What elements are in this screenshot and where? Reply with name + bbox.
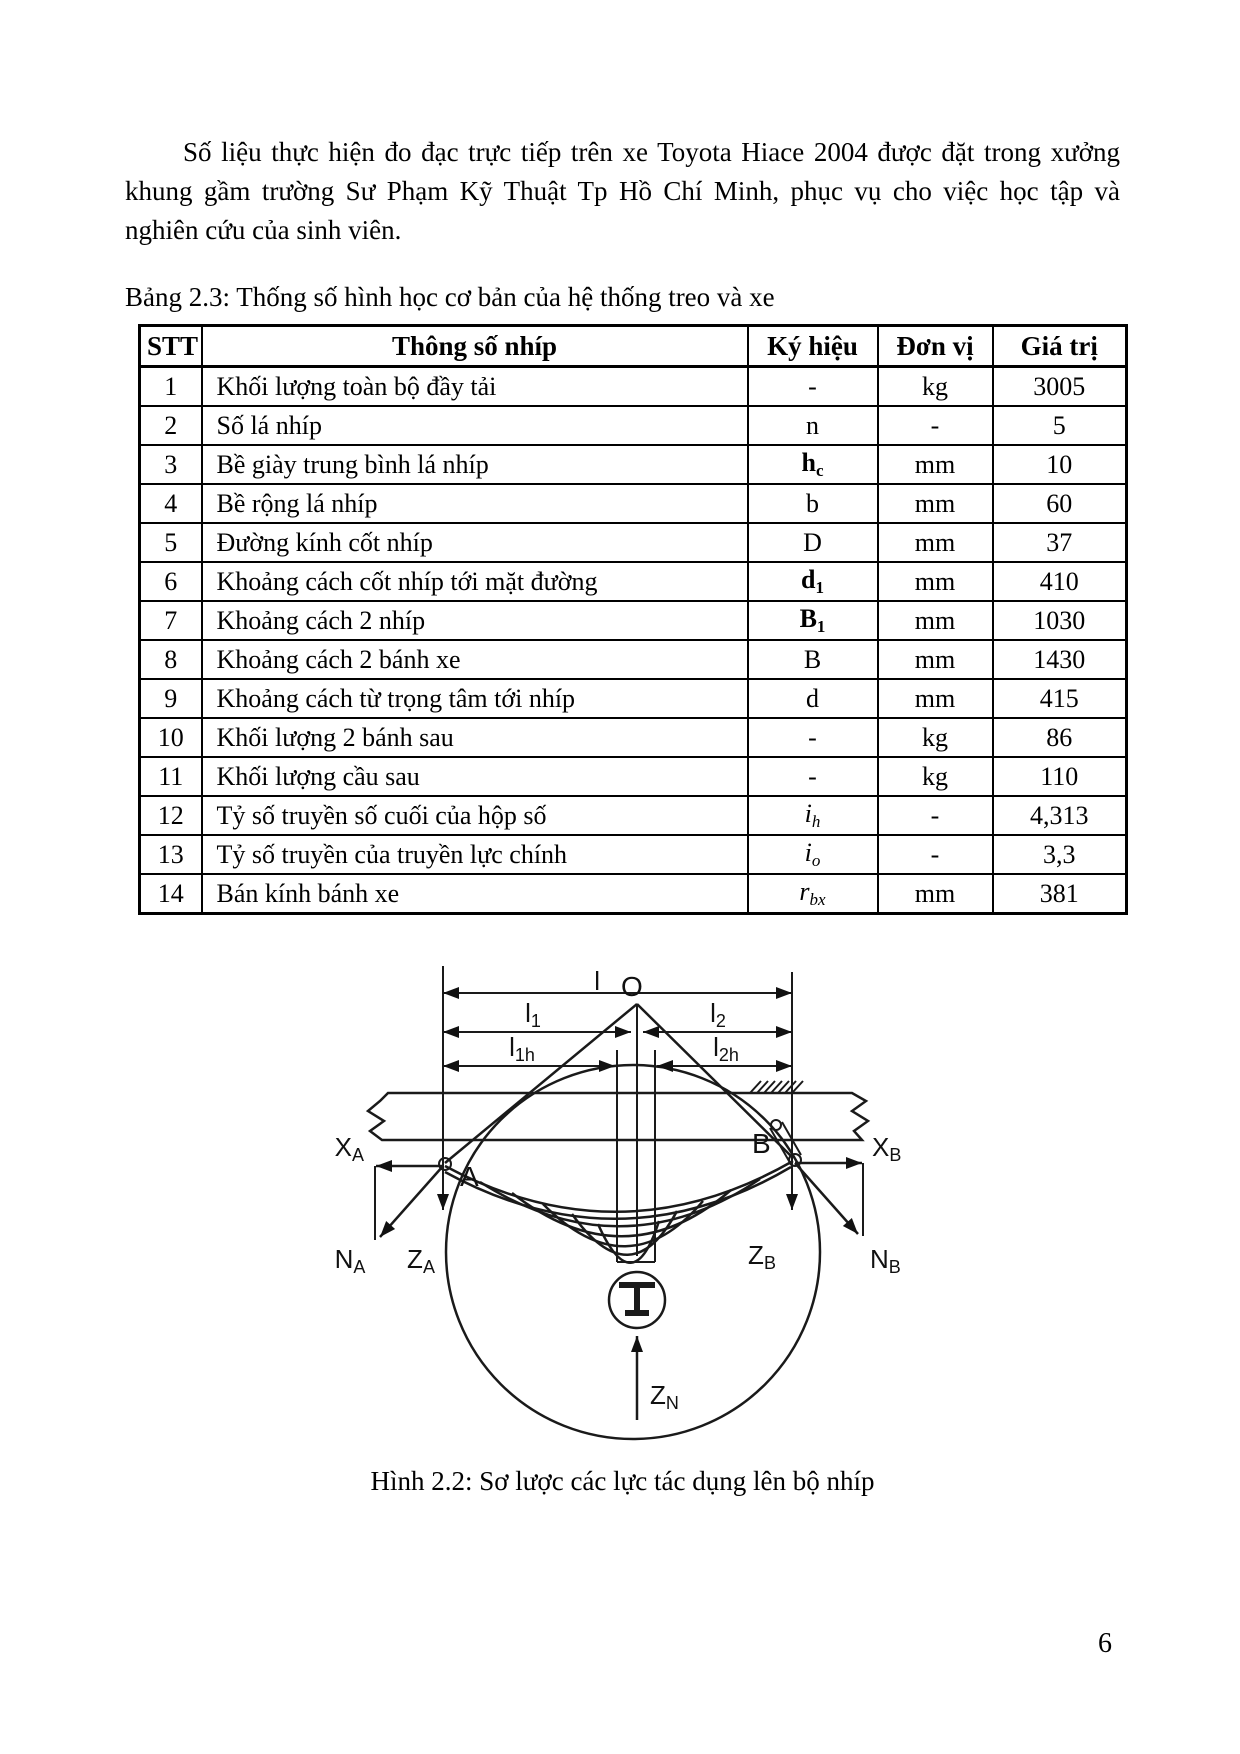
cell-value: 415 [993,679,1127,718]
parameter-symbol: B [803,644,822,674]
cell-stt: 5 [140,523,202,562]
parameter-symbol: $h_c$ [801,448,824,480]
cell-unit: - [878,835,993,874]
table-row [140,835,1127,874]
cell-unit: mm [878,523,993,562]
page-number: 6 [1098,1628,1112,1659]
support-hatching [750,1081,803,1093]
cell-stt: 7 [140,601,202,640]
cell-symbol [748,679,878,718]
table-row [140,445,1127,484]
cell-param: Tỷ số truyền của truyền lực chính [202,835,748,874]
cell-value: 4,313 [993,796,1127,835]
cell-symbol [748,484,878,523]
cell-value: 1030 [993,601,1127,640]
table-row [140,718,1127,757]
cell-stt: 4 [140,484,202,523]
col-header-symbol: Ký hiệu [748,326,878,367]
cell-symbol [748,523,878,562]
table-row [140,601,1127,640]
table-row [140,757,1127,796]
label-na: NA [334,1244,366,1277]
cell-unit: kg [878,367,993,407]
table-caption: Bảng 2.3: Thống số hình học cơ bản của hệ thống treo và xe [125,282,775,312]
cell-unit: mm [878,562,993,601]
col-header-stt: STT [140,326,202,367]
cell-param: Tỷ số truyền số cuối của hộp số [202,796,748,835]
label-xb: XB [872,1132,902,1165]
table-row [140,796,1127,835]
cell-stt: 11 [140,757,202,796]
table-row [140,523,1127,562]
cell-param: Khối lượng cầu sau [202,757,748,796]
label-l: l [594,966,600,996]
cell-unit: mm [878,601,993,640]
cell-stt: 3 [140,445,202,484]
cell-param: Khối lượng 2 bánh sau [202,718,748,757]
parameter-symbol: n [806,410,819,440]
parameter-symbol: b [806,488,819,518]
cell-param: Bề rộng lá nhíp [202,484,748,523]
cell-param: Số lá nhíp [202,406,748,445]
cell-unit: - [878,796,993,835]
label-l2: l2 [710,998,726,1031]
cell-param: Khoảng cách 2 bánh xe [202,640,748,679]
cell-stt: 8 [140,640,202,679]
leaf-spring-stack [445,1161,793,1263]
label-l1h: l1h [509,1032,535,1065]
table-row [140,562,1127,601]
cell-param: Bán kính bánh xe [202,874,748,914]
cell-unit: mm [878,679,993,718]
cell-unit: kg [878,757,993,796]
parameter-symbol: D [803,527,822,557]
figure-container [320,948,930,1458]
cell-value: 60 [993,484,1127,523]
parameter-symbol: - [808,722,817,752]
parameter-symbol: $i_h$ [804,799,821,831]
cell-param: Khoảng cách cốt nhíp tới mặt đường [202,562,748,601]
figure-caption: Hình 2.2: Sơ lược các lực tác dụng lên bộ nhíp [370,1466,875,1496]
cell-unit: mm [878,874,993,914]
shackle-pin-upper [771,1120,781,1130]
center-clamp-bracket [619,1285,655,1313]
parameter-symbol: $d_1$ [801,565,824,597]
col-header-value: Giá trị [993,326,1127,367]
intro-paragraph: Số liệu thực hiện đo đạc trực tiếp trên xe Toyota Hiace 2004 được đặt trong xưởng khung gầm trường Sư Phạm Kỹ Thuật Tp Hồ Chí Minh, phục vụ cho việc học tập và nghiên cứu của sinh viên. [125,137,1120,245]
cell-stt: 13 [140,835,202,874]
cell-symbol [748,835,878,874]
table-row [140,874,1127,914]
cell-stt: 9 [140,679,202,718]
table-row [140,640,1127,679]
cell-stt: 14 [140,874,202,914]
cell-symbol [748,796,878,835]
label-xa: XA [334,1132,364,1165]
cell-stt: 12 [140,796,202,835]
cell-symbol [748,367,878,407]
parameters-table [138,324,1128,915]
parameter-symbol: $i_o$ [804,838,821,870]
cell-stt: 2 [140,406,202,445]
cell-symbol [748,718,878,757]
label-o: O [621,971,643,1002]
table-row [140,406,1127,445]
cell-value: 1430 [993,640,1127,679]
parameter-symbol: d [806,683,819,713]
cell-value: 3005 [993,367,1127,407]
label-nb: NB [870,1244,901,1277]
parameter-symbol: - [808,761,817,791]
cell-stt: 1 [140,367,202,407]
label-l2h: l2h [713,1032,739,1065]
cell-unit: kg [878,718,993,757]
cell-unit: mm [878,445,993,484]
cell-symbol [748,601,878,640]
label-zn: ZN [650,1380,679,1413]
label-zb: ZB [748,1240,776,1273]
cell-unit: - [878,406,993,445]
label-a: A [460,1161,479,1192]
cell-value: 10 [993,445,1127,484]
table-row [140,679,1127,718]
cell-stt: 10 [140,718,202,757]
label-za: ZA [407,1244,435,1277]
cell-param: Khoảng cách 2 nhíp [202,601,748,640]
force-arrow-na [380,1166,443,1237]
cell-value: 3,3 [993,835,1127,874]
label-b: B [752,1128,771,1159]
table-row [140,367,1127,407]
leaf-spring-force-diagram [320,948,930,1458]
force-arrow-nb [795,1163,858,1234]
cell-value: 410 [993,562,1127,601]
table-row [140,484,1127,523]
parameter-symbol: $B_1$ [799,604,826,636]
cell-value: 5 [993,406,1127,445]
cell-stt: 6 [140,562,202,601]
cell-unit: mm [878,640,993,679]
cell-param: Khoảng cách từ trọng tâm tới nhíp [202,679,748,718]
parameter-symbol: $r_{bx}$ [799,877,826,909]
cell-value: 381 [993,874,1127,914]
cell-value: 110 [993,757,1127,796]
table-header-row [140,326,1127,367]
col-header-unit: Đơn vị [878,326,993,367]
cell-symbol [748,874,878,914]
cell-symbol [748,562,878,601]
col-header-param: Thông số nhíp [202,326,748,367]
cell-param: Khối lượng toàn bộ đầy tải [202,367,748,407]
parameter-symbol: - [808,371,817,401]
cell-symbol [748,640,878,679]
cell-symbol [748,757,878,796]
cell-param: Bề giày trung bình lá nhíp [202,445,748,484]
label-l1: l1 [525,998,541,1031]
cell-symbol [748,406,878,445]
cell-value: 86 [993,718,1127,757]
cell-symbol [748,445,878,484]
cell-unit: mm [878,484,993,523]
cell-param: Đường kính cốt nhíp [202,523,748,562]
cell-value: 37 [993,523,1127,562]
